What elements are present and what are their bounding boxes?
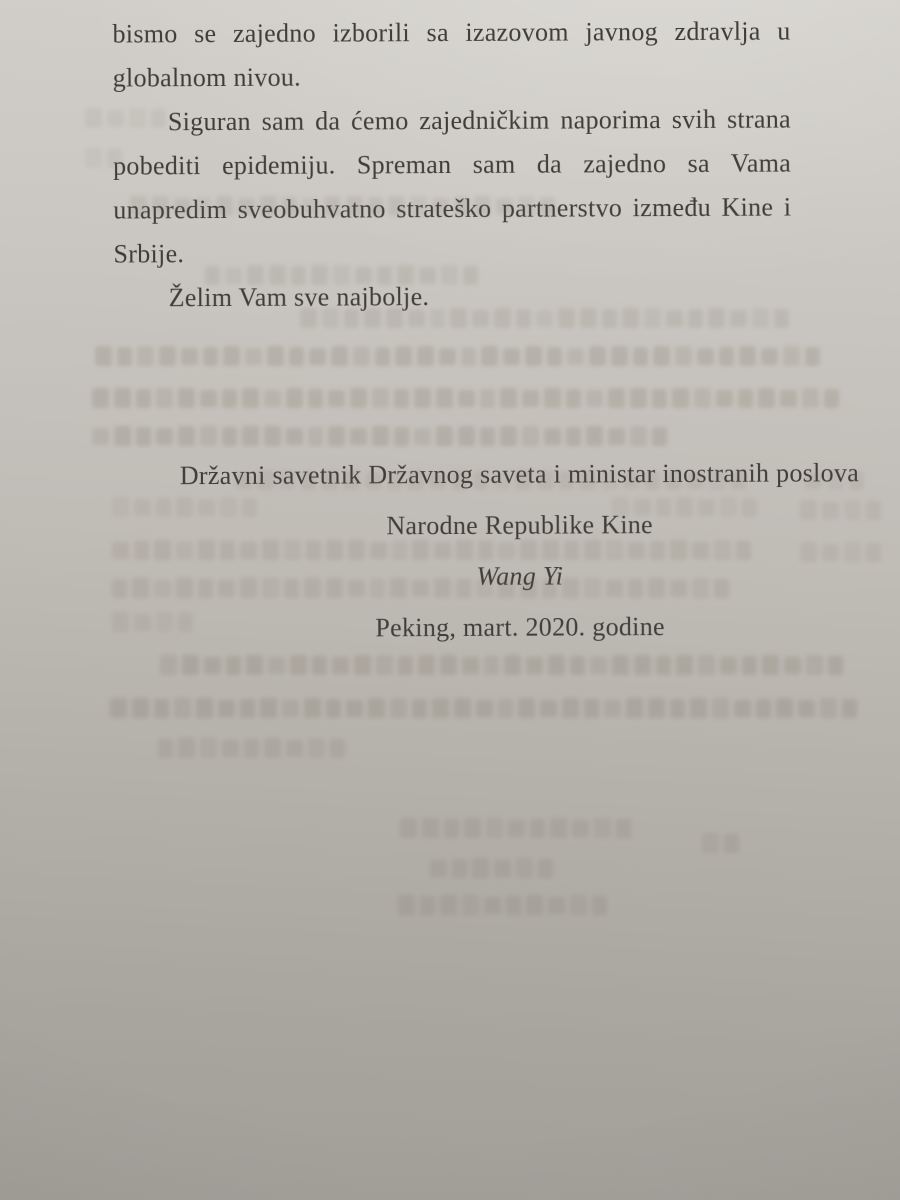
signature-block	[139, 447, 900, 654]
body-line: bismo se zajedno izborili sa izazovom javnog zdravlja u	[112, 16, 791, 49]
body-line: pobediti epidemiju. Spreman sam da zajedno sa Vama	[113, 148, 792, 181]
letter-body	[112, 10, 791, 321]
body-line: globalnom nivou.	[112, 62, 302, 93]
signature-name-line: Wang Yi	[476, 561, 564, 591]
signature-line: Narodne Republike Kine	[386, 510, 654, 541]
body-line: Siguran sam da ćemo zajedničkim naporima svih strana	[167, 104, 791, 137]
signature-line: Peking, mart. 2020. godine	[375, 612, 665, 643]
signature-line: Državni savetnik Državnog saveta i ministar inostranih poslova	[179, 458, 860, 491]
body-line: unapredim sveobuhvatno strateško partnerstvo između Kine i	[113, 192, 792, 225]
body-line: Srbije.	[113, 239, 185, 269]
body-line: Želim Vam sve najbolje.	[168, 282, 430, 313]
